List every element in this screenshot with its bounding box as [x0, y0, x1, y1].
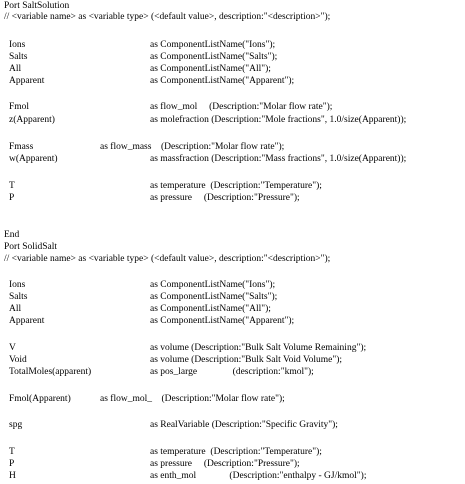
end-keyword: End — [4, 230, 20, 240]
var-name: Apparent — [9, 316, 45, 326]
var-decl: as ComponentListName("Apparent"); — [150, 316, 295, 326]
var-name: Ions — [9, 280, 26, 290]
var-name: T — [9, 181, 15, 191]
var-name: Fmass — [9, 142, 34, 152]
var-decl: as flow_mol_ (Description:"Molar flow rate"); — [100, 394, 285, 404]
var-name: Salts — [9, 292, 28, 302]
var-decl: as ComponentListName("Ions"); — [150, 280, 276, 290]
var-decl: as pressure (Description:"Pressure"); — [150, 193, 300, 203]
var-decl: as temperature (Description:"Temperature"); — [150, 181, 322, 191]
var-name: w(Apparent) — [9, 154, 58, 164]
var-name: P — [9, 193, 15, 203]
comment-line: // <variable name> as <variable type> (<default value>, description:"<description>"); — [4, 254, 331, 264]
var-decl: as ComponentListName("All"); — [150, 304, 271, 314]
var-decl: as enth_mol (Description:"enthalpy - GJ/kmol"); — [150, 471, 367, 481]
var-decl: as temperature (Description:"Temperature"); — [150, 447, 322, 457]
var-name: Salts — [9, 52, 28, 62]
var-name: spg — [9, 420, 23, 430]
var-decl: as molefraction (Description:"Mole fractions", 1.0/size(Apparent)); — [150, 115, 407, 125]
var-name: z(Apparent) — [9, 115, 55, 125]
port-header-solidsalt: Port SolidSalt — [4, 242, 58, 252]
var-name: P — [9, 459, 15, 469]
var-name: All — [9, 64, 22, 74]
var-name: Fmol(Apparent) — [9, 394, 71, 404]
var-decl: as massfraction (Description:"Mass fractions", 1.0/size(Apparent)); — [150, 154, 407, 164]
var-name: All — [9, 304, 22, 314]
var-decl: as pressure (Description:"Pressure"); — [150, 459, 300, 469]
var-name: Ions — [9, 40, 26, 50]
port-header-saltsolution: Port SaltSolution — [4, 1, 70, 11]
var-decl: as ComponentListName("Ions"); — [150, 40, 276, 50]
var-decl: as flow_mass (Description:"Molar flow rate"); — [100, 142, 285, 152]
var-name: TotalMoles(apparent) — [9, 367, 92, 377]
var-name: V — [9, 343, 16, 353]
var-name: Apparent — [9, 76, 45, 86]
var-decl: as ComponentListName("All"); — [150, 64, 271, 74]
var-decl: as ComponentListName("Apparent"); — [150, 76, 295, 86]
var-decl: as ComponentListName("Salts"); — [150, 52, 278, 62]
var-name: T — [9, 447, 15, 457]
var-decl: as RealVariable (Description:"Specific Gravity"); — [150, 420, 338, 430]
var-name: Void — [9, 355, 27, 365]
var-decl: as ComponentListName("Salts"); — [150, 292, 278, 302]
var-decl: as volume (Description:"Bulk Salt Volume Remaining"); — [150, 343, 367, 353]
var-name: Fmol — [9, 102, 30, 112]
var-name: H — [9, 471, 16, 481]
comment-line: // <variable name> as <variable type> (<default value>, description:"<description>"); — [4, 12, 331, 22]
var-decl: as pos_large (description:"kmol"); — [150, 367, 314, 377]
var-decl: as volume (Description:"Bulk Salt Void Volume"); — [150, 355, 343, 365]
var-decl: as flow_mol (Description:"Molar flow rate"); — [150, 102, 333, 112]
